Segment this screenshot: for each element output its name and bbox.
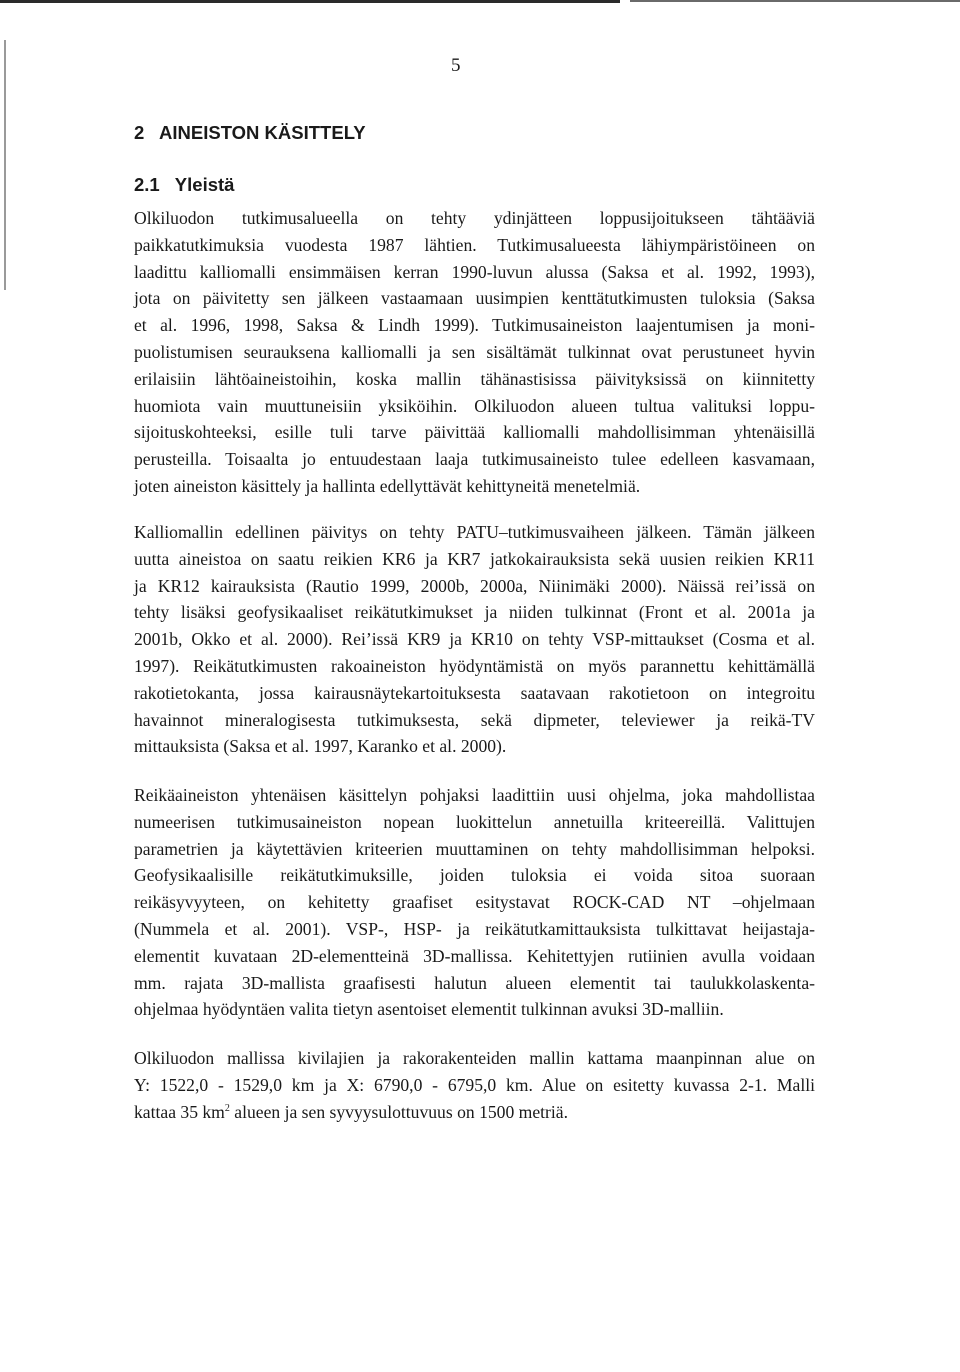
text-line: ohjelmaa hyödyntäen valita tietyn asentoiset elementit tulkinnan avuksi 3D-malliin.: [134, 999, 724, 1020]
text-line: perusteilla. Toisaalta jo entuudestaan laaja tutkimusaineisto tulee edelleen kasvamaan,: [134, 449, 815, 470]
section-heading: 2.1 Yleistä: [134, 174, 235, 195]
text-line: Olkiluodon tutkimusalueella on tehty ydinjätteen loppusijoitukseen tähtääviä: [134, 208, 815, 228]
text-line: joten aineiston käsittely ja hallinta edellyttävät kehittyneitä menetelmiä.: [134, 475, 641, 496]
chapter-heading: 2 AINEISTON KÄSITTELY: [134, 122, 366, 143]
text-line: jota on päivitetty sen jälkeen vastaamaan uusimpien kenttätutkimusten tuloksia (Saksa: [134, 288, 815, 309]
text-line: parametrien ja käytettävien kriteerien muuttaminen on tehty mahdollisimman helpoksi.: [134, 838, 815, 859]
text-line: laadittu kalliomalli ensimmäisen kerran 1990-luvun alussa (Saksa et al. 1992, 1993),: [134, 261, 815, 282]
text-line: Reikäaineiston yhtenäisen käsittelyn pohjaksi laadittiin uusi ohjelma, joka mahdollistaa: [134, 785, 815, 805]
text-fragment: kattaa 35 km: [134, 1101, 225, 1122]
paragraph-4: [134, 1045, 815, 1125]
text-line: Y: 1522,0 - 1529,0 km ja X: 6790,0 - 6795,0 km. Alue on esitetty kuvassa 2-1. Malli: [134, 1074, 815, 1095]
text-fragment: alueen ja sen syvyysulottuvuus on 1500 metriä.: [229, 1101, 569, 1122]
text-line: huomiota vain muuttuneisiin yksiköihin. Olkiluodon alueen tultua valituksi loppu-: [134, 395, 815, 416]
text-line: paikkatutkimuksia vuodesta 1987 lähtien. Tutkimusalueesta lähiympäristöineen on: [134, 234, 815, 255]
scan-border-top-right: [630, 0, 960, 2]
text-line: elementit kuvataan 2D-elementteinä 3D-mallissa. Kehitettyjen rutiinien avulla voidaan: [134, 945, 815, 966]
scan-border-top: [0, 0, 620, 3]
paragraph-3: [134, 782, 815, 1023]
text-line: Geofysikaalisille reikätutkimuksille, joiden tuloksia ei voida sitoa suoraan: [134, 865, 815, 886]
text-line-last: [134, 1099, 815, 1126]
text-line: 2001b, Okko et al. 2000). Rei’issä KR9 ja KR10 on tehty VSP-mittaukset (Cosma et al.: [134, 629, 815, 650]
text-line: Kalliomallin edellinen päivitys on tehty PATU–tutkimusvaiheen jälkeen. Tämän jälkeen: [134, 522, 815, 542]
text-line: mittauksista (Saksa et al. 1997, Karanko et al. 2000).: [134, 736, 507, 757]
text-line: et al. 1996, 1998, Saksa & Lindh 1999). Tutkimusaineiston laajentumisen ja moni-: [134, 315, 815, 336]
text-line: ja KR12 kairauksista (Rautio 1999, 2000b, 2000a, Niinimäki 2000). Näissä rei’issä on: [134, 575, 815, 596]
text-line: tehty lisäksi geofysikaaliset reikätutkimukset ja niiden tulkinnat (Front et al. 2001a ja: [134, 602, 815, 623]
text-line: Olkiluodon mallissa kivilajien ja rakorakenteiden mallin kattama maanpinnan alue on: [134, 1048, 815, 1068]
text-line: reikäsyvyyteen, on kehitetty graafiset esitystavat ROCK-CAD NT –ohjelmaan: [134, 892, 815, 913]
text-line: mm. rajata 3D-mallista graafisesti halutun alueen elementit tai taulukkolaskenta-: [134, 972, 815, 993]
superscript: 2: [224, 1102, 230, 1114]
text-line: havainnot mineralogisesta tutkimuksesta, sekä dipmeter, televiewer ja reikä-TV: [134, 709, 815, 730]
text-line: rakotietokanta, jossa kairausnäytekartoituksesta saatavaan rakotietoon on integroitu: [134, 682, 815, 703]
text-line: erilaisiin lähtöaineistoihin, koska mallin tähänastisissa päivityksissä on kiinnitetty: [134, 368, 815, 389]
text-line: uutta aineistoa on saatu reikien KR6 ja KR7 jatkokairauksista sekä uusien reikien KR11: [134, 548, 815, 569]
text-line: 1997). Reikätutkimusten rakoaineiston hyödyntämistä on myös parannettu kehittämällä: [134, 655, 815, 676]
paragraph-2: [134, 519, 815, 760]
page-number: 5: [451, 55, 461, 76]
text-line: sijoituskohteeksi, esille tuli tarve päivittää kalliomalli mahdollisimman yhtenäisillä: [134, 422, 815, 443]
text-line: numeerisen tutkimusaineiston nopean luokittelun annetuilla kriteereillä. Valittujen: [134, 811, 815, 832]
text-line: (Nummela et al. 2001). VSP-, HSP- ja reikätutkamittauksista tulkittavat heijastaja-: [134, 918, 815, 939]
paragraph-1: [134, 205, 815, 500]
text-line: puolistumisen seurauksena kalliomalli ja sen sisältämät tulkinnat ovat perustuneet hyvin: [134, 341, 815, 362]
scan-border-left: [4, 40, 6, 290]
